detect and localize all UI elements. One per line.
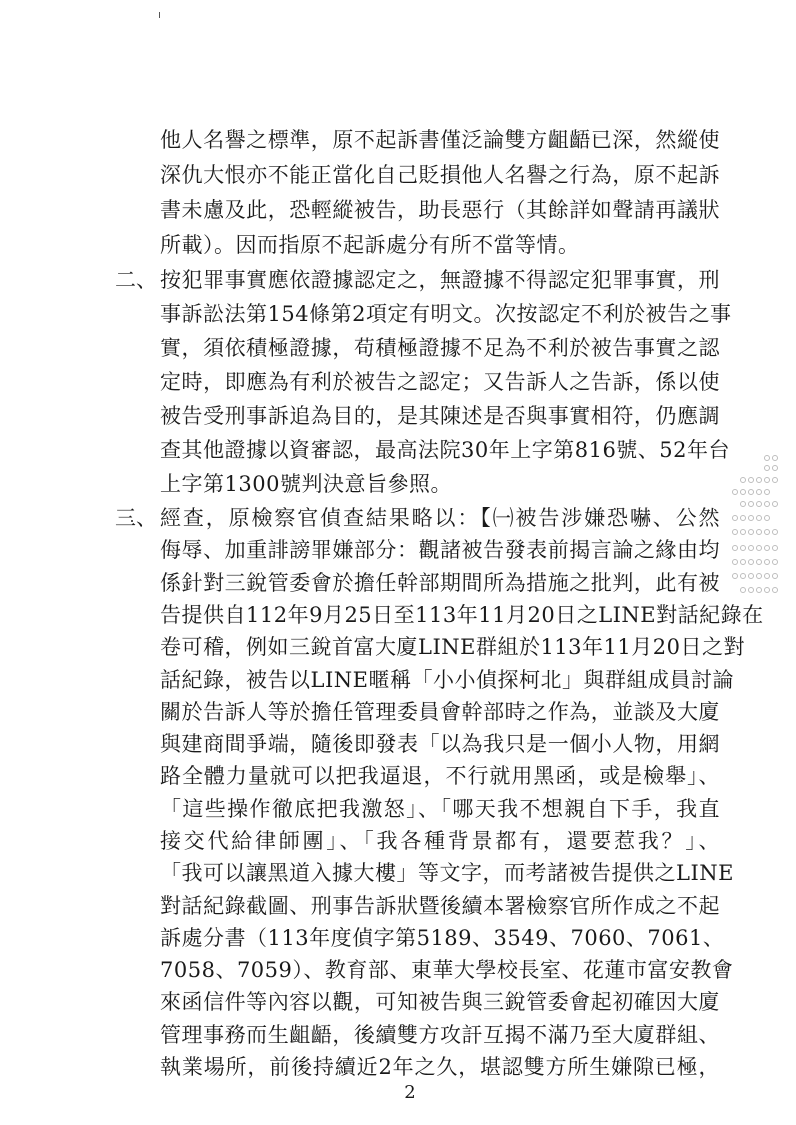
scan-speck (159, 12, 160, 18)
text-line: 書未慮及此，恐輕縱被告，助長惡行（其餘詳如聲請再議狀 (160, 198, 720, 222)
text-line: 接交代給律師團」、「我各種背景都有，還要惹我？」、 (160, 828, 720, 853)
text-line: 「我可以讓黑道入據大樓」等文字，而考諸被告提供之LINE (160, 861, 734, 886)
binding-hole (732, 515, 738, 521)
text-line: 來函信件等內容以觀，可知被告與三銳管委會起初確因大廈 (160, 990, 720, 1015)
binding-hole (764, 529, 770, 535)
text-line: 被告受刑事訴追為目的，是其陳述是否與事實相符，仍應調 (160, 404, 720, 428)
section-marker-two: 二、 (115, 268, 157, 292)
binding-hole (772, 477, 778, 483)
text-line: 定時，即應為有利於被告之認定；又告訴人之告訴，係以使 (160, 370, 720, 394)
text-line: 關於告訴人等於擔任管理委員會幹部時之作為，並談及大廈 (160, 699, 720, 724)
binding-hole (756, 515, 762, 521)
binding-hole (748, 489, 754, 495)
text-line: 話紀錄，被告以LINE暱稱「小小偵探柯北」與群組成員討論 (160, 667, 734, 692)
page-number: 2 (404, 1082, 416, 1103)
text-line: 係針對三銳管委會於擔任幹部期間所為措施之批判，此有被 (160, 570, 720, 595)
text-line: 管理事務而生齟齬，後續雙方攻訐互揭不滿乃至大廈群組、 (160, 1022, 720, 1047)
text-line: 查其他證據以資審認，最高法院30年上字第816號、52年台 (160, 438, 731, 462)
text-line: 7058、7059）、教育部、東華大學校長室、花蓮市富安教會 (160, 958, 734, 983)
binding-hole (756, 545, 762, 551)
text-line: 按犯罪事實應依證據認定之，無證據不得認定犯罪事實，刑 (160, 268, 720, 292)
binding-hole (748, 545, 754, 551)
binding-hole (740, 489, 746, 495)
binding-hole (772, 573, 778, 579)
binding-hole-pattern (732, 455, 782, 605)
binding-hole (748, 573, 754, 579)
binding-hole (772, 545, 778, 551)
binding-hole (756, 573, 762, 579)
binding-hole (748, 559, 754, 565)
text-line: 卷可稽，例如三銳首富大廈LINE群組於113年11月20日之對 (160, 635, 745, 660)
text-line: 告提供自112年9月25日至113年11月20日之LINE對話紀錄在 (160, 602, 764, 627)
text-line: 訴處分書（113年度偵字第5189、3549、7060、7061、 (160, 925, 725, 950)
binding-hole (764, 455, 770, 461)
binding-hole (748, 477, 754, 483)
binding-hole (764, 465, 770, 471)
binding-hole (748, 529, 754, 535)
text-line: 事訴訟法第154條第2項定有明文。次按認定不利於被告之事 (160, 302, 732, 326)
binding-hole (764, 501, 770, 507)
binding-hole (740, 587, 746, 593)
text-line: 深仇大恨亦不能正當化自己貶損他人名譽之行為，原不起訴 (160, 163, 720, 187)
binding-hole (732, 545, 738, 551)
section-marker-three: 三、 (115, 506, 157, 530)
binding-hole (756, 529, 762, 535)
binding-hole (772, 529, 778, 535)
text-line: 上字第1300號判決意旨參照。 (160, 472, 452, 496)
text-line: 侮辱、加重誹謗罪嫌部分：觀諸被告發表前揭言論之緣由均 (160, 538, 720, 563)
binding-hole (756, 559, 762, 565)
binding-hole (740, 545, 746, 551)
text-line: 對話紀錄截圖、刑事告訴狀暨後續本署檢察官所作成之不起 (160, 893, 720, 918)
binding-hole (748, 515, 754, 521)
binding-hole (732, 573, 738, 579)
binding-hole (772, 465, 778, 471)
binding-hole (748, 587, 754, 593)
binding-hole (764, 489, 770, 495)
binding-hole (772, 455, 778, 461)
binding-hole (732, 529, 738, 535)
binding-hole (772, 501, 778, 507)
binding-hole (740, 501, 746, 507)
binding-hole (764, 587, 770, 593)
text-line: 路全體力量就可以把我逼退，不行就用黑函，或是檢舉」、 (160, 764, 720, 789)
text-line: 所載）。因而指原不起訴處分有所不當等情。 (160, 233, 580, 257)
binding-hole (772, 559, 778, 565)
binding-hole (756, 501, 762, 507)
binding-hole (772, 587, 778, 593)
binding-hole (764, 477, 770, 483)
binding-hole (740, 477, 746, 483)
binding-hole (764, 559, 770, 565)
binding-hole (732, 559, 738, 565)
binding-hole (740, 559, 746, 565)
text-line: 經查，原檢察官偵查結果略以：【㈠被告涉嫌恐嚇、公然 (160, 506, 720, 530)
text-line: 他人名譽之標準，原不起訴書僅泛論雙方齟齬已深，然縱使 (160, 128, 720, 152)
binding-hole (756, 587, 762, 593)
binding-hole (764, 515, 770, 521)
binding-hole (732, 489, 738, 495)
binding-hole (740, 515, 746, 521)
binding-hole (756, 489, 762, 495)
text-line: 「這些操作徹底把我激怒」、「哪天我不想親自下手，我直 (160, 796, 720, 821)
binding-hole (764, 545, 770, 551)
binding-hole (764, 573, 770, 579)
text-line: 實，須依積極證據，苟積極證據不足為不利於被告事實之認 (160, 336, 720, 360)
binding-hole (740, 573, 746, 579)
binding-hole (748, 501, 754, 507)
binding-hole (740, 529, 746, 535)
text-line: 與建商間爭端，隨後即發表「以為我只是一個小人物，用網 (160, 732, 720, 757)
binding-hole (756, 477, 762, 483)
text-line: 執業場所，前後持續近2年之久，堪認雙方所生嫌隙已極， (160, 1055, 720, 1079)
